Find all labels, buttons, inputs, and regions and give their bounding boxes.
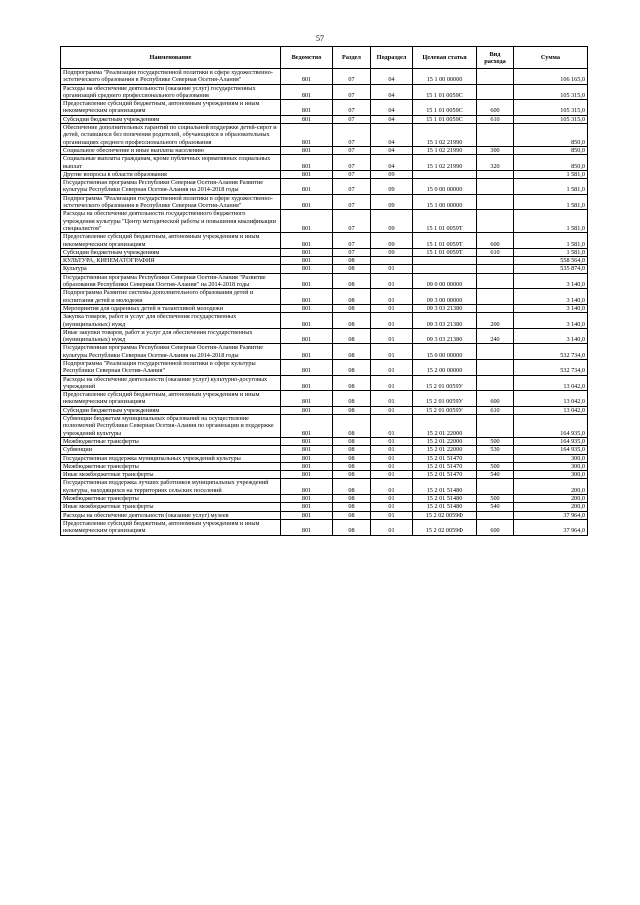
row-vid: 500 — [477, 462, 514, 470]
row-summa: 3 140,0 — [514, 273, 588, 289]
row-celevaya: 15 1 01 0059Т — [413, 233, 477, 249]
table-row — [61, 84, 588, 100]
row-razdel: 08 — [333, 503, 371, 511]
table-row — [61, 100, 588, 116]
row-razdel: 08 — [333, 391, 371, 407]
header-razdel: Раздел — [333, 47, 371, 69]
header-vedomstvo: Ведомство — [281, 47, 333, 69]
row-vid: 540 — [477, 503, 514, 511]
row-vedomstvo: 801 — [281, 179, 333, 195]
row-vid: 600 — [477, 519, 514, 535]
table-row — [61, 415, 588, 438]
row-vedomstvo: 801 — [281, 304, 333, 312]
row-name: Подпрограмма "Реализация государственной политики в сфере культуры Республики Северная Осетия-Алания" — [61, 359, 281, 375]
row-name: Иные межбюджетные трансферты — [61, 503, 281, 511]
row-podrazdel: 01 — [371, 304, 413, 312]
table-row — [61, 194, 588, 210]
row-vedomstvo: 801 — [281, 265, 333, 273]
row-celevaya: 15 0 00 00000 — [413, 344, 477, 360]
row-summa: 3 140,0 — [514, 304, 588, 312]
row-vid — [477, 479, 514, 495]
row-podrazdel: 01 — [371, 503, 413, 511]
row-vedomstvo: 801 — [281, 406, 333, 414]
row-vid: 600 — [477, 100, 514, 116]
row-celevaya: 15 2 02 0059Ф — [413, 519, 477, 535]
row-podrazdel: 01 — [371, 328, 413, 344]
row-podrazdel: 01 — [371, 391, 413, 407]
row-summa: 1 581,0 — [514, 233, 588, 249]
row-vid — [477, 454, 514, 462]
row-summa: 164 935,0 — [514, 415, 588, 438]
table-row — [61, 69, 588, 85]
row-name: Межбюджетные трансферты — [61, 495, 281, 503]
row-name: Социальное обеспечение и иные выплаты населению — [61, 146, 281, 154]
row-razdel: 08 — [333, 437, 371, 445]
table-row — [61, 479, 588, 495]
row-name: Государственная поддержка муниципальных учреждений культуры — [61, 454, 281, 462]
row-razdel: 08 — [333, 375, 371, 391]
row-podrazdel: 01 — [371, 406, 413, 414]
row-podrazdel: 09 — [371, 210, 413, 233]
row-razdel: 07 — [333, 124, 371, 147]
table-row — [61, 248, 588, 256]
row-vid — [477, 124, 514, 147]
table-row — [61, 344, 588, 360]
row-vedomstvo: 801 — [281, 462, 333, 470]
row-name: Государственная поддержка лучших работников муниципальных учреждений культуры, находящихся на территориях сельских поселений — [61, 479, 281, 495]
row-name: Предоставление субсидий бюджетным, автономным учреждениям и иным некоммерческим организациям — [61, 233, 281, 249]
row-name: Иные закупки товаров, работ и услуг для обеспечения государственных (муниципальных) нужд — [61, 328, 281, 344]
row-vid: 610 — [477, 406, 514, 414]
table-row — [61, 406, 588, 414]
table-row — [61, 437, 588, 445]
row-celevaya: 15 1 00 00000 — [413, 69, 477, 85]
row-name: Субсидии бюджетным учреждениям — [61, 406, 281, 414]
row-name: Субвенции — [61, 446, 281, 454]
row-summa: 300,0 — [514, 462, 588, 470]
row-razdel: 07 — [333, 155, 371, 171]
row-podrazdel: 04 — [371, 69, 413, 85]
row-celevaya: 15 2 01 0059У — [413, 375, 477, 391]
row-razdel: 08 — [333, 471, 371, 479]
row-name: Обеспечение дополнительных гарантий по социальной поддержке детей-сирот и детей, оставшихся без попечения родителей, обучающихся в образовательных организациях среднего профессионального образования — [61, 124, 281, 147]
row-name: Культура — [61, 265, 281, 273]
header-celevaya: Целевая статья — [413, 47, 477, 69]
row-podrazdel: 04 — [371, 100, 413, 116]
row-razdel: 08 — [333, 415, 371, 438]
row-podrazdel: 01 — [371, 495, 413, 503]
row-razdel: 07 — [333, 100, 371, 116]
row-podrazdel: 01 — [371, 446, 413, 454]
row-name: Расходы на обеспечение деятельности государственного бюджетного учреждения культуры "Центр методической работы и повышения квалификации специалистов" — [61, 210, 281, 233]
table-body — [61, 69, 588, 536]
table-row — [61, 511, 588, 519]
row-podrazdel: 01 — [371, 359, 413, 375]
row-razdel: 08 — [333, 359, 371, 375]
row-podrazdel: 01 — [371, 471, 413, 479]
row-vid: 240 — [477, 328, 514, 344]
row-razdel: 08 — [333, 265, 371, 273]
row-podrazdel — [371, 257, 413, 265]
row-razdel: 08 — [333, 313, 371, 329]
header-name: Наименование — [61, 47, 281, 69]
row-name: Государственная программа Республики Северная Осетия-Алания Развитие культуры Республики Северная Осетия-Алания на 2014-2018 годы — [61, 179, 281, 195]
row-podrazdel: 04 — [371, 124, 413, 147]
row-celevaya: 15 2 00 00000 — [413, 359, 477, 375]
row-vedomstvo: 801 — [281, 155, 333, 171]
row-vid — [477, 84, 514, 100]
row-podrazdel: 01 — [371, 289, 413, 305]
row-vedomstvo: 801 — [281, 233, 333, 249]
row-razdel: 07 — [333, 179, 371, 195]
row-razdel: 07 — [333, 146, 371, 154]
row-summa: 13 042,0 — [514, 406, 588, 414]
row-celevaya: 15 1 01 0059С — [413, 115, 477, 123]
row-vedomstvo: 801 — [281, 170, 333, 178]
table-row — [61, 454, 588, 462]
row-vedomstvo: 801 — [281, 210, 333, 233]
row-razdel: 08 — [333, 479, 371, 495]
row-name: Предоставление субсидий бюджетным, автономным учреждениям и иным некоммерческим организациям — [61, 519, 281, 535]
row-vedomstvo: 801 — [281, 84, 333, 100]
row-podrazdel: 01 — [371, 313, 413, 329]
row-vedomstvo: 801 — [281, 257, 333, 265]
row-vedomstvo: 801 — [281, 124, 333, 147]
table-row — [61, 265, 588, 273]
table-row — [61, 124, 588, 147]
row-razdel: 07 — [333, 194, 371, 210]
row-razdel: 07 — [333, 115, 371, 123]
row-celevaya: 15 2 01 22000 — [413, 446, 477, 454]
row-podrazdel: 01 — [371, 375, 413, 391]
row-razdel: 08 — [333, 462, 371, 470]
row-vid — [477, 194, 514, 210]
row-vid: 320 — [477, 155, 514, 171]
row-vedomstvo: 801 — [281, 503, 333, 511]
row-summa: 1 581,0 — [514, 248, 588, 256]
row-razdel: 08 — [333, 344, 371, 360]
row-name: Закупка товаров, работ и услуг для обеспечения государственных (муниципальных) нужд — [61, 313, 281, 329]
row-vid: 500 — [477, 495, 514, 503]
row-vid — [477, 415, 514, 438]
row-podrazdel: 01 — [371, 437, 413, 445]
row-name: КУЛЬТУРА, КИНЕМАТОГРАФИЯ — [61, 257, 281, 265]
row-celevaya: 15 2 01 51470 — [413, 454, 477, 462]
row-vedomstvo: 801 — [281, 313, 333, 329]
row-vid — [477, 511, 514, 519]
row-summa: 37 964,0 — [514, 511, 588, 519]
row-razdel: 08 — [333, 257, 371, 265]
row-summa: 105 315,0 — [514, 115, 588, 123]
table-row — [61, 462, 588, 470]
table-row — [61, 359, 588, 375]
table-row — [61, 313, 588, 329]
row-summa: 106 165,0 — [514, 69, 588, 85]
row-name: Подпрограмма "Реализация государственной политики в сфере художественно-эстетического образования в Республике Северная Осетия-Алания" — [61, 69, 281, 85]
row-celevaya: 15 2 02 0059Ф — [413, 511, 477, 519]
row-razdel: 07 — [333, 170, 371, 178]
table-row — [61, 210, 588, 233]
row-vid: 200 — [477, 313, 514, 329]
table-row — [61, 146, 588, 154]
table-row — [61, 170, 588, 178]
row-summa: 535 874,0 — [514, 265, 588, 273]
row-celevaya: 15 2 01 51480 — [413, 479, 477, 495]
table-row — [61, 155, 588, 171]
row-summa: 1 581,0 — [514, 170, 588, 178]
row-summa: 850,0 — [514, 155, 588, 171]
row-podrazdel: 01 — [371, 479, 413, 495]
row-celevaya: 15 1 02 21990 — [413, 146, 477, 154]
table-row — [61, 304, 588, 312]
row-name: Расходы на обеспечение деятельности (оказание услуг) культурно-досуговых учреждений — [61, 375, 281, 391]
row-name: Межбюджетные трансферты — [61, 462, 281, 470]
row-summa: 13 042,0 — [514, 375, 588, 391]
row-podrazdel: 09 — [371, 248, 413, 256]
row-vid: 500 — [477, 437, 514, 445]
row-razdel: 08 — [333, 406, 371, 414]
row-celevaya: 09 3 00 00000 — [413, 289, 477, 305]
row-vedomstvo: 801 — [281, 454, 333, 462]
row-razdel: 07 — [333, 233, 371, 249]
row-vid — [477, 344, 514, 360]
table-row — [61, 446, 588, 454]
row-vedomstvo: 801 — [281, 273, 333, 289]
row-vedomstvo: 801 — [281, 146, 333, 154]
row-razdel: 08 — [333, 511, 371, 519]
table-row — [61, 289, 588, 305]
row-vid: 600 — [477, 233, 514, 249]
row-celevaya: 09 0 00 00000 — [413, 273, 477, 289]
row-name: Расходы на обеспечение деятельности (оказание услуг) государственных организаций среднего профессионального образования — [61, 84, 281, 100]
row-vedomstvo: 801 — [281, 289, 333, 305]
row-summa: 3 140,0 — [514, 289, 588, 305]
row-celevaya: 15 2 01 22000 — [413, 437, 477, 445]
row-celevaya: 15 2 01 51480 — [413, 495, 477, 503]
row-vedomstvo: 801 — [281, 519, 333, 535]
table-row — [61, 273, 588, 289]
row-vid — [477, 265, 514, 273]
row-summa: 300,0 — [514, 471, 588, 479]
row-vedomstvo: 801 — [281, 471, 333, 479]
row-summa: 200,0 — [514, 495, 588, 503]
row-name: Подпрограмма "Реализация государственной политики в сфере художественно-эстетического образования в Республике Северная Осетия-Алания" — [61, 194, 281, 210]
row-podrazdel: 01 — [371, 265, 413, 273]
row-vid: 300 — [477, 146, 514, 154]
row-vedomstvo: 801 — [281, 100, 333, 116]
row-vedomstvo: 801 — [281, 344, 333, 360]
row-summa: 3 140,0 — [514, 313, 588, 329]
row-celevaya: 15 0 00 00000 — [413, 179, 477, 195]
row-celevaya — [413, 265, 477, 273]
row-summa: 1 581,0 — [514, 179, 588, 195]
row-podrazdel: 04 — [371, 146, 413, 154]
row-name: Государственная программа Республики Северная Осетия-Алания "Развитие образования Республики Северная Осетия-Алания" на 2014-2018 годы — [61, 273, 281, 289]
row-podrazdel: 04 — [371, 84, 413, 100]
row-vid — [477, 179, 514, 195]
row-name: Государственная программа Республики Северная Осетия-Алания Развитие культуры Республики Северная Осетия-Алания на 2014-2018 годы — [61, 344, 281, 360]
row-celevaya: 15 1 01 0059Т — [413, 248, 477, 256]
row-name: Предоставление субсидий бюджетным, автономным учреждениям и иным некоммерческим организациям — [61, 100, 281, 116]
row-celevaya: 09 3 03 21380 — [413, 313, 477, 329]
row-summa: 532 734,0 — [514, 359, 588, 375]
row-celevaya: 15 2 01 51480 — [413, 503, 477, 511]
row-summa: 850,0 — [514, 124, 588, 147]
row-podrazdel: 01 — [371, 273, 413, 289]
budget-table — [60, 46, 588, 536]
table-row — [61, 471, 588, 479]
row-vedomstvo: 801 — [281, 495, 333, 503]
row-razdel: 08 — [333, 289, 371, 305]
header-vid: Вид расхода — [477, 47, 514, 69]
row-celevaya: 15 1 01 0059Т — [413, 210, 477, 233]
row-podrazdel: 09 — [371, 179, 413, 195]
page-number: 57 — [316, 34, 324, 43]
row-celevaya: 15 2 01 51470 — [413, 462, 477, 470]
table-row — [61, 519, 588, 535]
row-summa: 850,0 — [514, 146, 588, 154]
row-vid — [477, 257, 514, 265]
row-vedomstvo: 801 — [281, 194, 333, 210]
row-razdel: 08 — [333, 495, 371, 503]
row-summa: 3 140,0 — [514, 328, 588, 344]
row-summa: 1 581,0 — [514, 210, 588, 233]
row-vedomstvo: 801 — [281, 511, 333, 519]
row-summa: 105 315,0 — [514, 100, 588, 116]
row-vedomstvo: 801 — [281, 446, 333, 454]
row-summa: 105 315,0 — [514, 84, 588, 100]
row-summa: 300,0 — [514, 454, 588, 462]
row-name: Подпрограмма Развитие системы дополнительного образования детей и воспитания детей и молодежи — [61, 289, 281, 305]
row-celevaya: 15 2 01 0059У — [413, 406, 477, 414]
row-name: Другие вопросы в области образования — [61, 170, 281, 178]
row-razdel: 08 — [333, 446, 371, 454]
row-summa: 532 734,0 — [514, 344, 588, 360]
table-row — [61, 233, 588, 249]
row-vedomstvo: 801 — [281, 115, 333, 123]
table-row — [61, 115, 588, 123]
row-name: Субсидии бюджетным учреждениям — [61, 248, 281, 256]
row-razdel: 07 — [333, 69, 371, 85]
row-vid — [477, 170, 514, 178]
row-podrazdel: 04 — [371, 155, 413, 171]
row-vid — [477, 359, 514, 375]
row-vid: 600 — [477, 391, 514, 407]
row-celevaya — [413, 170, 477, 178]
row-podrazdel: 01 — [371, 344, 413, 360]
row-razdel: 07 — [333, 210, 371, 233]
row-vedomstvo: 801 — [281, 328, 333, 344]
row-vedomstvo: 801 — [281, 479, 333, 495]
row-vid — [477, 289, 514, 305]
table-row — [61, 375, 588, 391]
row-podrazdel: 09 — [371, 233, 413, 249]
row-podrazdel: 01 — [371, 454, 413, 462]
row-celevaya: 15 1 01 0059С — [413, 100, 477, 116]
row-razdel: 08 — [333, 304, 371, 312]
row-vid: 610 — [477, 115, 514, 123]
row-vid — [477, 273, 514, 289]
table-header — [61, 47, 588, 69]
row-vedomstvo: 801 — [281, 248, 333, 256]
table-row — [61, 503, 588, 511]
row-name: Расходы на обеспечение деятельности (оказание услуг) музеев — [61, 511, 281, 519]
row-vedomstvo: 801 — [281, 415, 333, 438]
row-podrazdel: 09 — [371, 194, 413, 210]
row-vid — [477, 304, 514, 312]
row-razdel: 07 — [333, 84, 371, 100]
row-summa: 164 935,0 — [514, 446, 588, 454]
row-celevaya: 15 2 01 51470 — [413, 471, 477, 479]
row-celevaya: 15 2 01 22000 — [413, 415, 477, 438]
table-row — [61, 328, 588, 344]
row-celevaya: 15 2 01 0059У — [413, 391, 477, 407]
row-name: Субсидии бюджетным учреждениям — [61, 115, 281, 123]
row-name: Предоставление субсидий бюджетным, автономным учреждениям и иным некоммерческим организациям — [61, 391, 281, 407]
row-vid — [477, 375, 514, 391]
row-name: Межбюджетные трансферты — [61, 437, 281, 445]
row-vedomstvo: 801 — [281, 391, 333, 407]
row-vid: 530 — [477, 446, 514, 454]
table-row — [61, 495, 588, 503]
row-celevaya: 15 1 01 0059С — [413, 84, 477, 100]
row-razdel: 08 — [333, 519, 371, 535]
row-razdel: 08 — [333, 273, 371, 289]
table-row — [61, 391, 588, 407]
row-vid — [477, 69, 514, 85]
row-razdel: 08 — [333, 328, 371, 344]
row-summa: 558 564,0 — [514, 257, 588, 265]
row-name: Субвенции бюджетам муниципальных образований на осуществление полномочий Республики Северная Осетия-Алания по организации и поддержке учреждений культуры — [61, 415, 281, 438]
row-razdel: 08 — [333, 454, 371, 462]
row-vedomstvo: 801 — [281, 437, 333, 445]
row-summa: 200,0 — [514, 503, 588, 511]
row-podrazdel: 01 — [371, 519, 413, 535]
row-vid — [477, 210, 514, 233]
row-celevaya: 09 3 03 21380 — [413, 328, 477, 344]
row-name: Мероприятия для одаренных детей и талантливой молодежи — [61, 304, 281, 312]
table-row — [61, 257, 588, 265]
header-summa: Сумма — [514, 47, 588, 69]
row-summa: 1 581,0 — [514, 194, 588, 210]
row-vid: 610 — [477, 248, 514, 256]
row-name: Социальные выплаты гражданам, кроме публичных нормативных социальных выплат — [61, 155, 281, 171]
row-podrazdel: 01 — [371, 415, 413, 438]
header-podrazdel: Подраздел — [371, 47, 413, 69]
row-vedomstvo: 801 — [281, 359, 333, 375]
row-celevaya — [413, 257, 477, 265]
row-summa: 37 964,0 — [514, 519, 588, 535]
row-podrazdel: 01 — [371, 511, 413, 519]
row-summa: 200,0 — [514, 479, 588, 495]
row-vid: 540 — [477, 471, 514, 479]
row-celevaya: 15 1 02 21990 — [413, 155, 477, 171]
table-row — [61, 179, 588, 195]
row-podrazdel: 04 — [371, 115, 413, 123]
row-summa: 164 935,0 — [514, 437, 588, 445]
row-vedomstvo: 801 — [281, 375, 333, 391]
row-celevaya: 15 1 02 21990 — [413, 124, 477, 147]
row-celevaya: 09 3 03 21380 — [413, 304, 477, 312]
row-razdel: 07 — [333, 248, 371, 256]
row-podrazdel: 01 — [371, 462, 413, 470]
row-celevaya: 15 1 00 00000 — [413, 194, 477, 210]
row-summa: 13 042,0 — [514, 391, 588, 407]
row-name: Иные межбюджетные трансферты — [61, 471, 281, 479]
row-podrazdel: 09 — [371, 170, 413, 178]
row-vedomstvo: 801 — [281, 69, 333, 85]
